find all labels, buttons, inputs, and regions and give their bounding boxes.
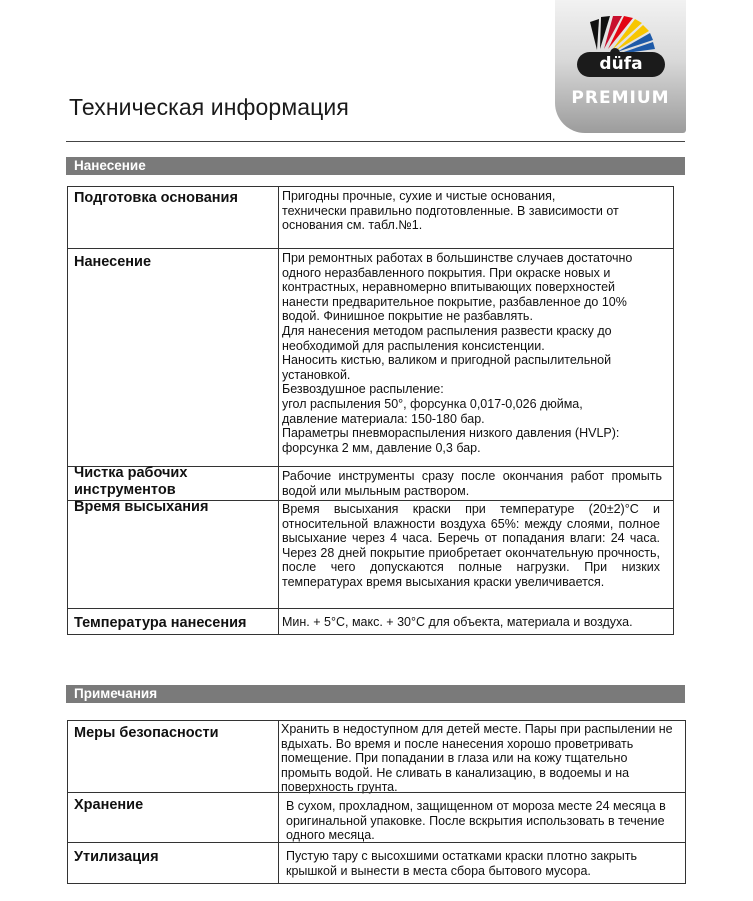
page-title: Техническая информация bbox=[69, 94, 349, 120]
table-row bbox=[68, 721, 685, 795]
application-table bbox=[67, 186, 674, 635]
row-label: Температура нанесения bbox=[74, 615, 247, 631]
title-divider bbox=[66, 141, 685, 142]
row-text: В сухом, прохладном, защищенном от мороза месте 24 месяца в оригинальной упаковке. После вскрытия использовать в течение одного месяца. bbox=[286, 799, 666, 843]
row-label: Чистка рабочих инструментов bbox=[74, 465, 188, 498]
section-header-notes: Примечания bbox=[66, 685, 685, 703]
row-label: Меры безопасности bbox=[74, 725, 219, 741]
table-row bbox=[68, 466, 673, 501]
row-label: Подготовка основания bbox=[74, 190, 238, 206]
row-label: Нанесение bbox=[74, 254, 152, 270]
row-text: Пустую тару с высохшими остатками краски плотно закрыть крышкой и вынести в места сбора бытового мусора. bbox=[286, 849, 637, 878]
row-label: Утилизация bbox=[74, 849, 159, 865]
row-text: Пригодны прочные, сухие и чистые основания, технически правильно подготовленные. В зависимости от основания см. табл.№1. bbox=[282, 189, 619, 233]
logo-brand-text: düfa bbox=[577, 52, 665, 77]
row-label: Хранение bbox=[74, 797, 144, 813]
notes-table bbox=[67, 720, 686, 884]
table-row bbox=[68, 608, 673, 636]
table-row bbox=[68, 792, 685, 843]
color-fan-icon bbox=[555, 0, 686, 60]
dufa-premium-logo bbox=[555, 0, 686, 133]
row-text: Рабочие инструменты сразу после окончания работ промыть водой или мыльным раствором. bbox=[282, 469, 662, 498]
logo-premium-text: PREMIUM bbox=[571, 88, 670, 108]
row-text: Хранить в недоступном для детей месте. Пары при распылении не вдыхать. Во время и после нанесения хорошо проветривать помещение. При попадании в глаза или на кожу тщательно промыть водой. Не сливать в канализацию, в водоемы и на поверхность грунта. bbox=[281, 722, 673, 795]
row-text: Время высыхания краски при температуре (20±2)°С и относительной влажности воздуха 65%: между слоями, полное высыхание через 4 часа. Беречь от попадания влаги: 24 часа. Через 28 дней покрытие приобретает окончательную прочность, после чего допускаются полные нагрузки. При низких температурах время высыхания краски увеличивается. bbox=[282, 502, 660, 589]
row-text: При ремонтных работах в большинстве случаев достаточно одного неразбавленного покрытия. При окраске новых и контрастных, неравномерно впитывающих поверхностей нанести предварительное покрытие, разбавленное до 10% водой. Финишное покрытие не разбавлять. Для нанесения методом распыления развести краску до необходимой для распыления консистенции. Наносить кистью, валиком и пригодной распылительной установкой. Безвоздушное распыление: угол распыления 50°, форсунка 0,017-0,026 дюйма, давление материала: 150-180 бар. Параметры пневмораспыления низкого давления (HVLP): форсунка 2 мм, давление 0,3 бар. bbox=[282, 251, 633, 455]
section-header-application: Нанесение bbox=[66, 157, 685, 175]
table-row bbox=[68, 248, 673, 467]
table-row bbox=[68, 500, 673, 609]
row-label: Время высыхания bbox=[74, 499, 209, 515]
table-row bbox=[68, 842, 685, 885]
row-text: Мин. + 5°С, макс. + 30°С для объекта, материала и воздуха. bbox=[282, 615, 633, 629]
table-row bbox=[68, 187, 673, 248]
